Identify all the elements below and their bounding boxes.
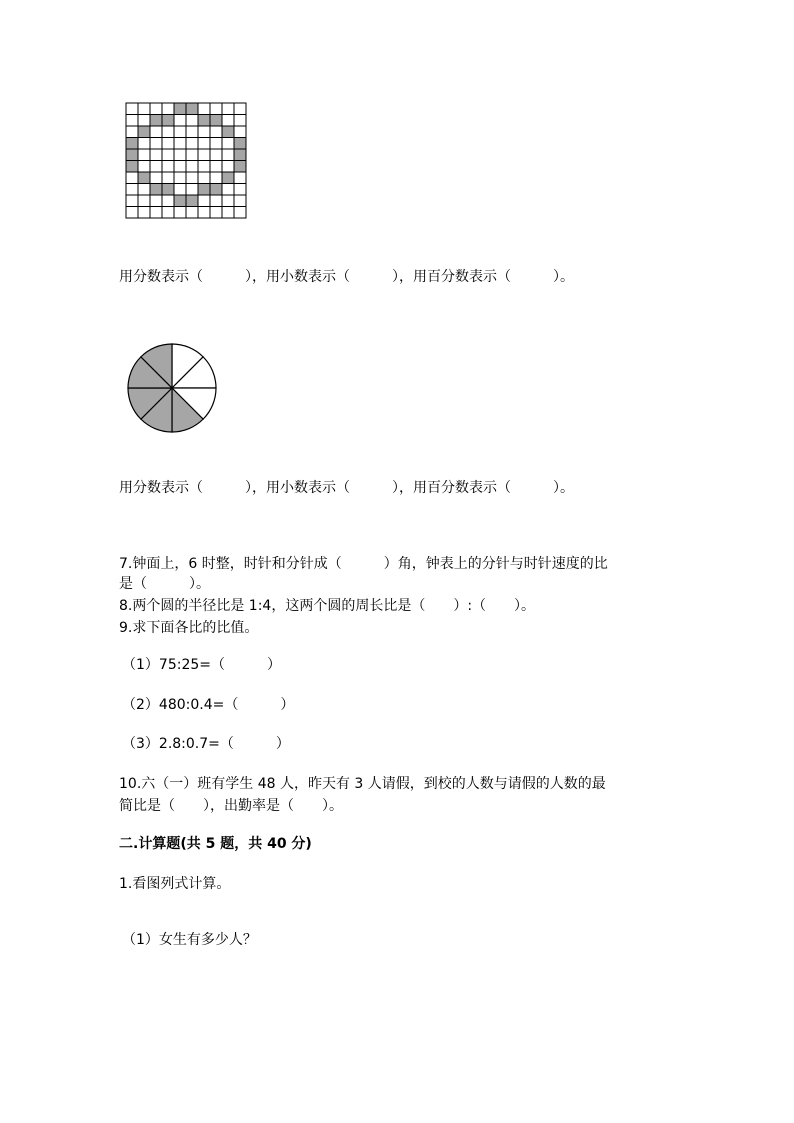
- question-7-line1: 7.钟面上，6 时整，时针和分针成（ ）角，钟表上的分针与时针速度的比: [119, 556, 608, 572]
- grid-cell: [174, 138, 186, 150]
- grid-cell: [234, 172, 246, 184]
- question-grid-representation: 用分数表示（ ），用小数表示（ ），用百分数表示（ ）。: [119, 269, 574, 285]
- grid-cell: [138, 138, 150, 150]
- grid-cell: [174, 126, 186, 138]
- grid-cell-shaded: [234, 149, 246, 161]
- grid-cell: [150, 138, 162, 150]
- grid-cell: [186, 115, 198, 127]
- grid-cell: [222, 149, 234, 161]
- question-9: 9.求下面各比的比值。: [119, 620, 259, 636]
- grid-cell: [150, 172, 162, 184]
- grid-cell-shaded: [186, 195, 198, 207]
- grid-cell: [126, 184, 138, 196]
- grid-cell: [210, 103, 222, 115]
- grid-cell-shaded: [162, 115, 174, 127]
- grid-cell: [126, 115, 138, 127]
- grid-cell: [126, 172, 138, 184]
- grid-cell-shaded: [222, 126, 234, 138]
- grid-cell-shaded: [138, 126, 150, 138]
- grid-cell: [138, 195, 150, 207]
- grid-cell-shaded: [210, 184, 222, 196]
- grid-cell: [162, 161, 174, 173]
- question-7-line2: 是（ ）。: [119, 576, 210, 592]
- question-circle-representation: 用分数表示（ ），用小数表示（ ），用百分数表示（ ）。: [119, 480, 574, 496]
- grid-cell-shaded: [126, 161, 138, 173]
- grid-cell-shaded: [210, 115, 222, 127]
- grid-cell-shaded: [198, 184, 210, 196]
- grid-cell: [138, 184, 150, 196]
- question-8: 8.两个圆的半径比是 1:4，这两个圆的周长比是（ ）:（ ）。: [119, 598, 536, 614]
- grid-cell: [162, 172, 174, 184]
- grid-cell: [222, 161, 234, 173]
- grid-cell: [222, 195, 234, 207]
- grid-cell: [162, 207, 174, 219]
- grid-cell: [186, 161, 198, 173]
- grid-cell: [198, 103, 210, 115]
- grid-cell: [222, 103, 234, 115]
- grid-cell: [126, 207, 138, 219]
- grid-cell: [210, 195, 222, 207]
- grid-cell: [138, 149, 150, 161]
- grid-cell: [234, 207, 246, 219]
- grid-cell: [186, 172, 198, 184]
- grid-cell: [150, 103, 162, 115]
- grid-cell: [234, 126, 246, 138]
- grid-cell: [174, 161, 186, 173]
- grid-cell: [138, 115, 150, 127]
- grid-cell: [222, 138, 234, 150]
- grid-cell: [222, 184, 234, 196]
- grid-cell: [174, 184, 186, 196]
- grid-cell: [198, 172, 210, 184]
- grid-cell: [210, 138, 222, 150]
- hundred-grid-figure: [125, 102, 249, 220]
- grid-cell: [186, 149, 198, 161]
- grid-cell-shaded: [126, 149, 138, 161]
- section-2-heading: 二.计算题(共 5 题，共 40 分): [119, 836, 312, 852]
- question-9-part-2: （2）480:0.4=（ ）: [122, 697, 295, 713]
- grid-cell: [186, 138, 198, 150]
- grid-cell: [210, 149, 222, 161]
- question-9-part-3: （3）2.8:0.7=（ ）: [122, 736, 290, 752]
- grid-cell: [198, 149, 210, 161]
- grid-cell: [138, 207, 150, 219]
- grid-cell: [162, 126, 174, 138]
- eight-sector-circle-figure: [126, 342, 218, 434]
- grid-cell: [138, 161, 150, 173]
- grid-cell: [150, 149, 162, 161]
- grid-cell: [162, 138, 174, 150]
- grid-cell: [186, 184, 198, 196]
- grid-cell: [138, 103, 150, 115]
- grid-cell: [234, 184, 246, 196]
- grid-cell: [234, 115, 246, 127]
- grid-cell-shaded: [234, 138, 246, 150]
- grid-cell: [198, 161, 210, 173]
- grid-cell: [126, 195, 138, 207]
- grid-cell: [174, 207, 186, 219]
- grid-cell: [198, 138, 210, 150]
- grid-cell: [234, 195, 246, 207]
- question-10-line2: 简比是（ ），出勤率是（ ）。: [119, 798, 343, 814]
- grid-cell: [198, 195, 210, 207]
- grid-cell-shaded: [186, 103, 198, 115]
- grid-cell-shaded: [174, 195, 186, 207]
- grid-cell-shaded: [162, 184, 174, 196]
- grid-cell: [198, 126, 210, 138]
- section-2-question-1-part-1: （1）女生有多少人？: [122, 932, 257, 948]
- grid-cell: [150, 126, 162, 138]
- grid-cell-shaded: [150, 184, 162, 196]
- grid-cell-shaded: [150, 115, 162, 127]
- grid-cell-shaded: [234, 161, 246, 173]
- grid-cell: [210, 207, 222, 219]
- grid-cell: [162, 195, 174, 207]
- question-10-line1: 10.六（一）班有学生 48 人，昨天有 3 人请假，到校的人数与请假的人数的最: [119, 776, 606, 792]
- grid-cell: [210, 126, 222, 138]
- grid-cell: [210, 172, 222, 184]
- grid-cell: [186, 207, 198, 219]
- grid-cell: [234, 103, 246, 115]
- grid-cell: [222, 115, 234, 127]
- grid-cell: [186, 126, 198, 138]
- grid-cell: [126, 103, 138, 115]
- grid-cell: [150, 161, 162, 173]
- section-2-question-1: 1.看图列式计算。: [119, 876, 231, 892]
- grid-cell: [210, 161, 222, 173]
- grid-cell: [150, 195, 162, 207]
- grid-cell: [222, 207, 234, 219]
- grid-cell-shaded: [126, 138, 138, 150]
- question-9-part-1: （1）75:25=（ ）: [122, 657, 281, 673]
- grid-cell-shaded: [222, 172, 234, 184]
- grid-cell: [174, 172, 186, 184]
- grid-cell: [198, 207, 210, 219]
- grid-cell: [162, 103, 174, 115]
- grid-cell: [174, 149, 186, 161]
- grid-cell: [150, 207, 162, 219]
- grid-cell: [126, 126, 138, 138]
- grid-cell-shaded: [174, 103, 186, 115]
- grid-cell-shaded: [138, 172, 150, 184]
- grid-cell: [162, 149, 174, 161]
- grid-cell-shaded: [198, 115, 210, 127]
- grid-cell: [174, 115, 186, 127]
